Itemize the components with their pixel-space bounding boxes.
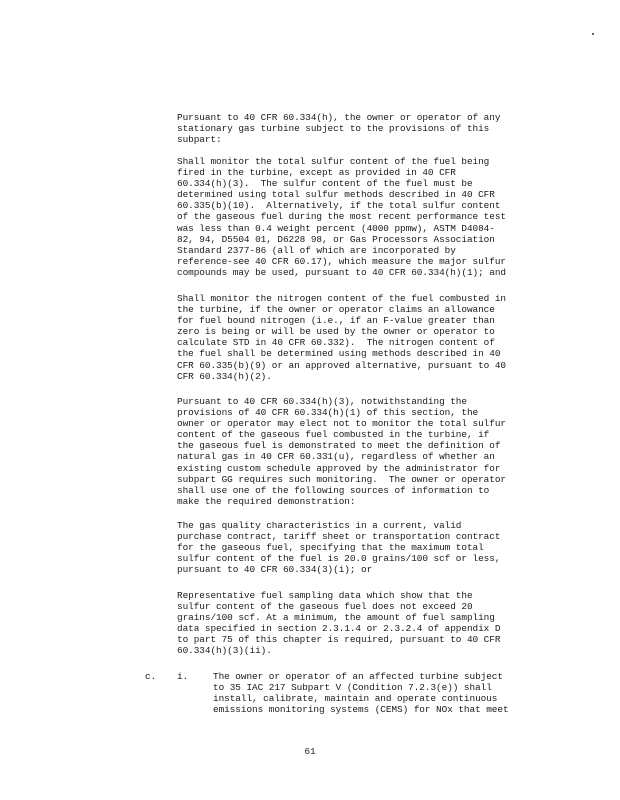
item-c-numeral: i. bbox=[177, 671, 189, 682]
cems-requirement-paragraph: The owner or operator of an affected turbine subject to 35 IAC 217 Subpart V (Condition 7.2.3(e)) shall install, calibrate, maintain and operate continuous emissions monitoring systems (CEMS) for NOx that meet bbox=[213, 671, 509, 716]
fuel-sampling-paragraph: Representative fuel sampling data which show that the sulfur content of the gaseous fuel does not exceed 20 grains/100 scf. At a minimum, the amount of fuel sampling data specified in section 2.3.1.4 or 2.3.2.4 of appendix D to part 75 of this chapter is required, pursuant to 40 CFR 60.334(h)(3)(ii). bbox=[177, 590, 501, 657]
page-number: 61 bbox=[304, 746, 316, 757]
intro-paragraph: Pursuant to 40 CFR 60.334(h), the owner or operator of any stationary gas turbine subject to the provisions of this subpart: bbox=[177, 112, 501, 146]
item-c-letter: c. bbox=[145, 671, 157, 682]
scan-speck bbox=[592, 33, 594, 35]
gas-quality-paragraph: The gas quality characteristics in a current, valid purchase contract, tariff sheet or transportation contract for the gaseous fuel, specifying that the maximum total sulfur content of the fuel is 20.0 grains/100 scf or less, pursuant to 40 CFR 60.334(3)(i); or bbox=[177, 520, 501, 576]
nitrogen-monitoring-paragraph: Shall monitor the nitrogen content of the fuel combusted in the turbine, if the owner or operator claims an allowance for fuel bound nitrogen (i.e., if an F-value greater than zero is being or will be used by the owner or operator to calculate STD in 40 CFR 60.332). The nitrogen content of the fuel shall be determined using methods described in 40 CFR 60.335(b)(9) or an approved alternative, pursuant to 40 CFR 60.334(h)(2). bbox=[177, 293, 506, 382]
sulfur-monitoring-paragraph: Shall monitor the total sulfur content of the fuel being fired in the turbine, except as provided in 40 CFR 60.334(h)(3). The sulfur content of the fuel must be determined using total sulfur methods described in 40 CFR 60.335(b)(10). Alternatively, if the total sulfur content of the gaseous fuel during the most recent performance test was less than 0.4 weight percent (4000 ppmw), ASTM D4084- 82, 94, D5504 01, D6228 98, or Gas Processors Association Standard 2377-86 (all of which are incorporated by reference-see 40 CFR 60.17), which measure the major sulfur compounds may be used, pursuant to 40 CFR 60.334(h)(1); and bbox=[177, 156, 506, 278]
natural-gas-exemption-paragraph: Pursuant to 40 CFR 60.334(h)(3), notwithstanding the provisions of 40 CFR 60.334(h)(1) of this section, the owner or operator may elect not to monitor the total sulfur content of the gaseous fuel combusted in the turbine, if the gaseous fuel is demonstrated to meet the definition of natural gas in 40 CFR 60.331(u), regardless of whether an existing custom schedule approved by the administrator for subpart GG requires such monitoring. The owner or operator shall use one of the following sources of information to make the required demonstration: bbox=[177, 396, 506, 507]
